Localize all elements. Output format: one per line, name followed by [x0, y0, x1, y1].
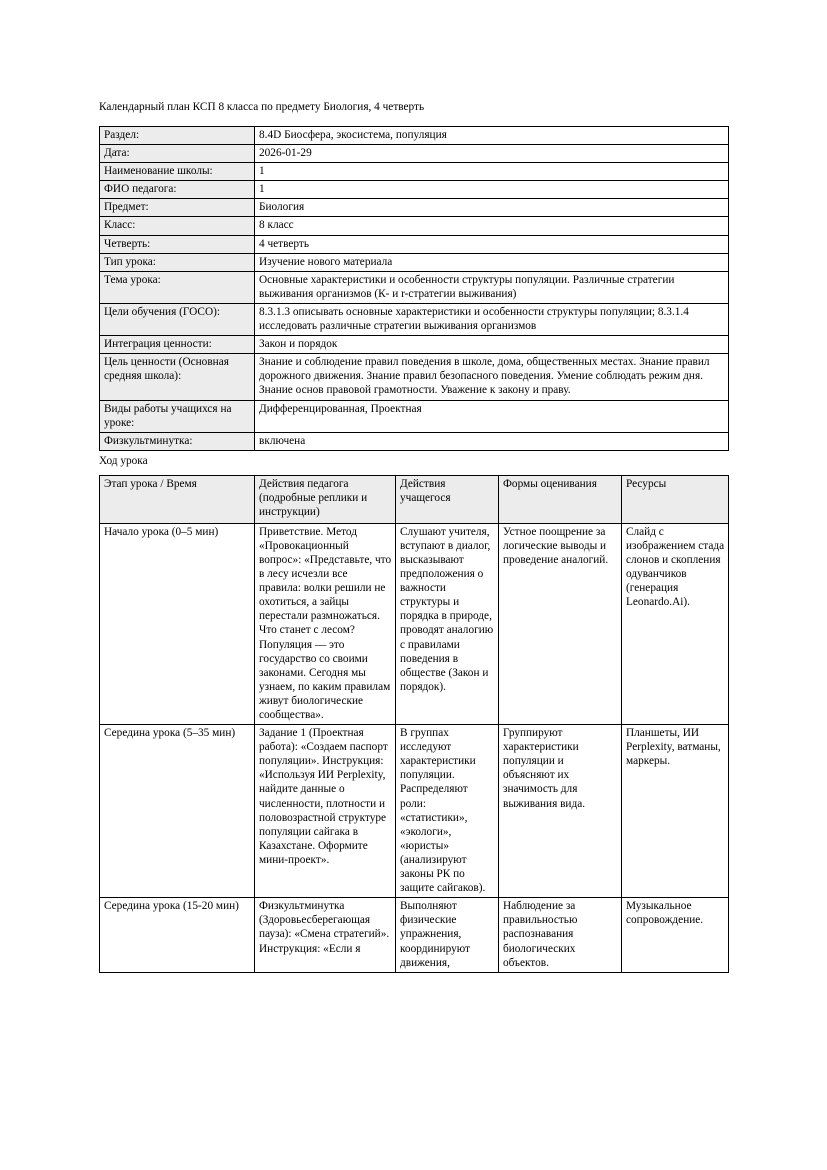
cell-student-actions: Слушают учителя, вступают в диалог, высказывают предположения о важности структуры и порядка в природе, проводят аналогию с правилами поведения в обществе (Закон и порядок). [396, 523, 499, 724]
info-value: Дифференцированная, Проектная [255, 400, 729, 432]
info-value: Биология [255, 199, 729, 217]
info-label: Предмет: [100, 199, 255, 217]
info-label: ФИО педагога: [100, 181, 255, 199]
page-title: Календарный план КСП 8 класса по предмету Биология, 4 четверть [99, 101, 425, 113]
table-row [100, 898, 729, 972]
info-value: Изучение нового материала [255, 253, 729, 271]
info-label: Цели обучения (ГОСО): [100, 303, 255, 335]
info-label: Интеграция ценности: [100, 336, 255, 354]
info-label: Тема урока: [100, 271, 255, 303]
table-row [100, 217, 729, 235]
lesson-flow-table-head [100, 475, 729, 523]
cell-stage: Середина урока (5–35 мин) [100, 725, 255, 898]
cell-stage: Середина урока (15-20 мин) [100, 898, 255, 972]
info-label: Четверть: [100, 235, 255, 253]
cell-teacher-actions: Задание 1 (Проектная работа): «Создаем паспорт популяции». Инструкция: «Используя ИИ Perplexity, найдите данные о численности, плотности и половозрастной структуре популяции сайгака в Казахстане. Оформите мини-проект». [255, 725, 396, 898]
column-header-teacher-actions: Действия педагога (подробные реплики и инструкции) [255, 475, 396, 523]
cell-assessment: Наблюдение за правильностью распознавания биологических объектов. [499, 898, 622, 972]
table-row [100, 400, 729, 432]
table-row [100, 181, 729, 199]
cell-assessment: Устное поощрение за логические выводы и проведение аналогий. [499, 523, 622, 724]
cell-resources: Планшеты, ИИ Perplexity, ватманы, маркеры. [622, 725, 729, 898]
cell-student-actions: Выполняют физические упражнения, координируют движения, [396, 898, 499, 972]
table-row [100, 127, 729, 145]
info-label: Цель ценности (Основная средняя школа): [100, 354, 255, 400]
table-row [100, 336, 729, 354]
page-bottom-margin [0, 1063, 827, 1170]
info-label: Раздел: [100, 127, 255, 145]
info-label: Дата: [100, 145, 255, 163]
table-row [100, 271, 729, 303]
info-value: включена [255, 432, 729, 450]
cell-assessment: Группируют характеристики популяции и объясняют их значимость для выживания вида. [499, 725, 622, 898]
lesson-info-table [99, 126, 729, 451]
lesson-flow-wrapper [99, 475, 728, 973]
info-value: Знание и соблюдение правил поведения в школе, дома, общественных местах. Знание правил дорожного движения. Знание правил безопасного поведения. Умение соблюдать режим дня. Знание основ правовой грамотности. Уважение к закону и праву. [255, 354, 729, 400]
table-row [100, 432, 729, 450]
table-row [100, 235, 729, 253]
info-value: 1 [255, 163, 729, 181]
info-value: Закон и порядок [255, 336, 729, 354]
table-row [100, 163, 729, 181]
column-header-stage: Этап урока / Время [100, 475, 255, 523]
info-value: 8.3.1.3 описывать основные характеристики и особенности структуры популяции; 8.3.1.4 исследовать различные стратегии выживания организмов [255, 303, 729, 335]
lesson-info-table-body [100, 127, 729, 451]
table-row [100, 303, 729, 335]
column-header-assessment: Формы оценивания [499, 475, 622, 523]
table-row [100, 199, 729, 217]
table-row [100, 523, 729, 724]
table-header-row [100, 475, 729, 523]
info-label: Класс: [100, 217, 255, 235]
info-label: Физкультминутка: [100, 432, 255, 450]
info-value: 1 [255, 181, 729, 199]
cell-resources: Музыкальное сопровождение. [622, 898, 729, 972]
info-label: Тип урока: [100, 253, 255, 271]
info-label: Виды работы учащихся на уроке: [100, 400, 255, 432]
cell-stage: Начало урока (0–5 мин) [100, 523, 255, 724]
table-row [100, 725, 729, 898]
cell-teacher-actions: Приветствие. Метод «Провокационный вопрос»: «Представьте, что в лесу исчезли все правила: волки решили не охотиться, а зайцы перестали размножаться. Что станет с лесом? Популяция — это государство со своими законами. Сегодня мы узнаем, по каким правилам живут биологические сообщества». [255, 523, 396, 724]
table-row [100, 145, 729, 163]
table-row [100, 354, 729, 400]
info-value: 4 четверть [255, 235, 729, 253]
info-value: 2026-01-29 [255, 145, 729, 163]
lesson-flow-heading: Ход урока [99, 454, 148, 467]
column-header-resources: Ресурсы [622, 475, 729, 523]
lesson-flow-table-body [100, 523, 729, 972]
info-value: Основные характеристики и особенности структуры популяции. Различные стратегии выживания организмов (К- и r-стратегии выживания) [255, 271, 729, 303]
lesson-flow-table [99, 475, 729, 973]
column-header-student-actions: Действия учащегося [396, 475, 499, 523]
cell-resources: Слайд с изображением стада слонов и скопления одуванчиков (генерация Leonardo.Ai). [622, 523, 729, 724]
info-label: Наименование школы: [100, 163, 255, 181]
info-value: 8 класс [255, 217, 729, 235]
info-value: 8.4D Биосфера, экосистема, популяция [255, 127, 729, 145]
cell-student-actions: В группах исследуют характеристики популяции. Распределяют роли: «статистики», «экологи», «юристы» (анализируют законы РК по защите сайгаков). [396, 725, 499, 898]
cell-teacher-actions: Физкультминутка (Здоровьесберегающая пауза): «Смена стратегий». Инструкция: «Если я [255, 898, 396, 972]
table-row [100, 253, 729, 271]
